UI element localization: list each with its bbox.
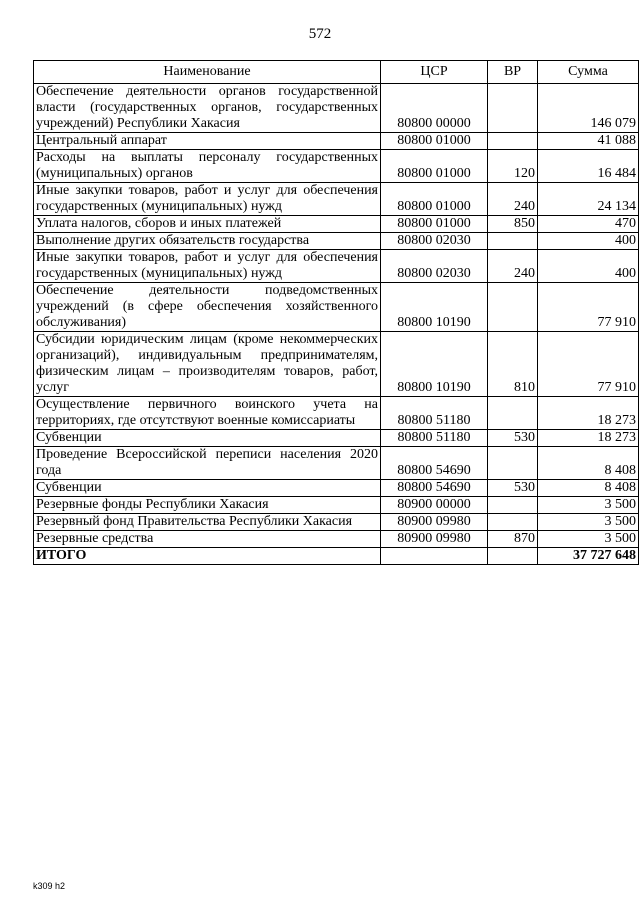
row-csr: 80800 51180 — [381, 397, 488, 430]
row-vr: 870 — [488, 531, 538, 548]
table-row — [34, 150, 639, 183]
row-sum: 146 079 — [538, 84, 639, 133]
row-csr: 80800 01000 — [381, 216, 488, 233]
row-csr: 80800 54690 — [381, 447, 488, 480]
row-name: Обеспечение деятельности подведомственных учреждений (в сфере обеспечения хозяйственного обслуживания) — [34, 283, 381, 332]
row-csr: 80800 02030 — [381, 233, 488, 250]
table-row — [34, 531, 639, 548]
row-name: Иные закупки товаров, работ и услуг для обеспечения государственных (муниципальных) нужд — [34, 183, 381, 216]
row-vr — [488, 84, 538, 133]
row-name: Выполнение других обязательств государства — [34, 233, 381, 250]
footer-code: k309 h2 — [33, 881, 66, 891]
row-vr — [488, 497, 538, 514]
row-vr: 530 — [488, 430, 538, 447]
row-csr: 80800 54690 — [381, 480, 488, 497]
row-csr: 80800 02030 — [381, 250, 488, 283]
row-vr: 810 — [488, 332, 538, 397]
row-csr: 80900 09980 — [381, 514, 488, 531]
table-row — [34, 216, 639, 233]
row-vr — [488, 514, 538, 531]
row-name: Расходы на выплаты персоналу государственных (муниципальных) органов — [34, 150, 381, 183]
row-csr: 80800 51180 — [381, 430, 488, 447]
row-sum: 18 273 — [538, 430, 639, 447]
row-name: Иные закупки товаров, работ и услуг для обеспечения государственных (муниципальных) нужд — [34, 250, 381, 283]
row-csr: 80800 10190 — [381, 283, 488, 332]
row-name: Обеспечение деятельности органов государственной власти (государственных органов, государственных учреждений) Республики Хакасия — [34, 84, 381, 133]
row-vr — [488, 447, 538, 480]
row-vr — [488, 397, 538, 430]
row-name: Уплата налогов, сборов и иных платежей — [34, 216, 381, 233]
row-csr: 80800 01000 — [381, 133, 488, 150]
row-vr — [488, 233, 538, 250]
row-name: Резервные фонды Республики Хакасия — [34, 497, 381, 514]
total-sum: 37 727 648 — [538, 548, 639, 565]
total-vr — [488, 548, 538, 565]
row-vr: 240 — [488, 183, 538, 216]
row-csr: 80800 01000 — [381, 150, 488, 183]
row-csr: 80900 09980 — [381, 531, 488, 548]
row-vr — [488, 133, 538, 150]
row-name: Проведение Всероссийской переписи населения 2020 года — [34, 447, 381, 480]
row-sum: 400 — [538, 250, 639, 283]
row-name: Субсидии юридическим лицам (кроме некоммерческих организаций), индивидуальным предпринимателям, физическим лицам – производителям товаров, работ, услуг — [34, 332, 381, 397]
row-sum: 77 910 — [538, 332, 639, 397]
header-sum: Сумма — [538, 61, 639, 84]
row-csr: 80800 10190 — [381, 332, 488, 397]
table-header-row — [34, 61, 639, 84]
header-vr: ВР — [488, 61, 538, 84]
total-row — [34, 548, 639, 565]
row-vr — [488, 283, 538, 332]
total-label: ИТОГО — [34, 548, 381, 565]
row-csr: 80800 01000 — [381, 183, 488, 216]
table-row — [34, 283, 639, 332]
row-sum: 24 134 — [538, 183, 639, 216]
table-row — [34, 250, 639, 283]
row-sum: 8 408 — [538, 447, 639, 480]
table-row — [34, 183, 639, 216]
budget-table — [33, 60, 639, 565]
header-csr: ЦСР — [381, 61, 488, 84]
row-vr: 850 — [488, 216, 538, 233]
page-number: 572 — [308, 26, 332, 42]
row-sum: 41 088 — [538, 133, 639, 150]
table-row — [34, 430, 639, 447]
table-row — [34, 447, 639, 480]
row-sum: 400 — [538, 233, 639, 250]
row-sum: 8 408 — [538, 480, 639, 497]
header-name: Наименование — [34, 61, 381, 84]
row-vr: 240 — [488, 250, 538, 283]
row-csr: 80900 00000 — [381, 497, 488, 514]
row-sum: 470 — [538, 216, 639, 233]
table-row — [34, 397, 639, 430]
row-vr: 530 — [488, 480, 538, 497]
row-csr: 80800 00000 — [381, 84, 488, 133]
row-vr: 120 — [488, 150, 538, 183]
row-sum: 3 500 — [538, 531, 639, 548]
row-sum: 16 484 — [538, 150, 639, 183]
total-csr — [381, 548, 488, 565]
row-name: Осуществление первичного воинского учета на территориях, где отсутствуют военные комиссариаты — [34, 397, 381, 430]
table-row — [34, 233, 639, 250]
table-row — [34, 133, 639, 150]
table-row — [34, 84, 639, 133]
row-name: Резервные средства — [34, 531, 381, 548]
table-row — [34, 332, 639, 397]
row-sum: 3 500 — [538, 514, 639, 531]
row-name: Субвенции — [34, 430, 381, 447]
table-row — [34, 514, 639, 531]
row-name: Центральный аппарат — [34, 133, 381, 150]
table-row — [34, 497, 639, 514]
row-sum: 77 910 — [538, 283, 639, 332]
row-name: Резервный фонд Правительства Республики Хакасия — [34, 514, 381, 531]
row-name: Субвенции — [34, 480, 381, 497]
row-sum: 3 500 — [538, 497, 639, 514]
row-sum: 18 273 — [538, 397, 639, 430]
table-row — [34, 480, 639, 497]
